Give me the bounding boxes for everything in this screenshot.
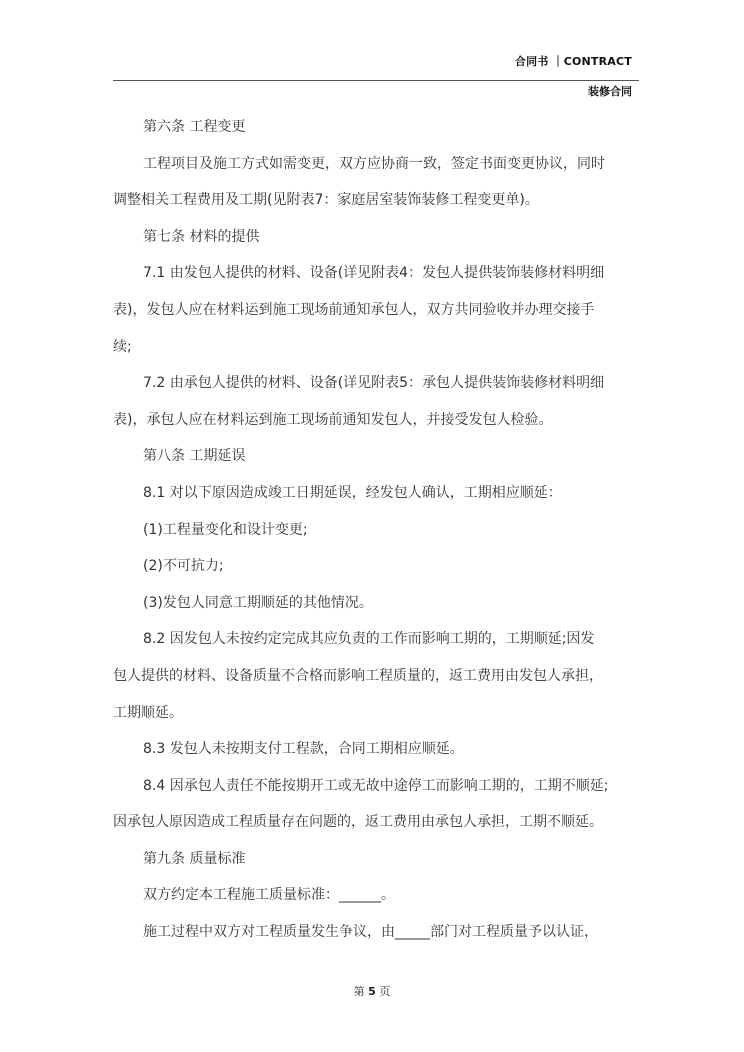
header-subtitle: 装修合同 [588,85,632,98]
paragraph-line: 工期顺延。 [113,704,183,721]
page-footer [0,983,744,999]
paragraph-line: 7.2 由承包人提供的材料、设备(详见附表5：承包人提供装饰装修材料明细 [143,375,605,392]
paragraph-line: 8.1 对以下原因造成竣工日期延误，经发包人确认，工期相应顺延： [143,484,562,501]
article-heading: 第九条 质量标准 [143,850,246,867]
paragraph-line: 续; [113,338,132,355]
paragraph-line: 表)，发包人应在材料运到施工现场前通知承包人，双方共同验收并办理交接手 [113,301,595,318]
page-number-suffix: 页 [379,985,391,998]
paragraph-line: 7.1 由发包人提供的材料、设备(详见附表4：发包人提供装饰装修材料明细 [143,265,605,282]
header-divider [113,80,639,81]
paragraph-line: 8.3 发包人未按期支付工程款，合同工期相应顺延。 [143,741,464,758]
paragraph-line: 工程项目及施工方式如需变更，双方应协商一致，签定书面变更协议，同时 [143,155,605,172]
paragraph-line: 表)，承包人应在材料运到施工现场前通知发包人，并接受发包人检验。 [113,411,553,428]
page-number: 5 [368,985,376,998]
paragraph-line: 施工过程中双方对工程质量发生争议，由_____部门对工程质量予以认证， [143,924,598,941]
article-heading: 第八条 工期延误 [143,448,246,465]
list-item: (2)不可抗力; [143,558,224,575]
article-heading: 第六条 工程变更 [143,119,246,135]
paragraph-line: 因承包人原因造成工程质量存在问题的，返工费用由承包人承担，工期不顺延。 [113,814,603,831]
header-title: 合同书 ｜CONTRACT [514,55,632,68]
list-item: (3)发包人同意工期顺延的其他情况。 [143,594,373,611]
paragraph-line: 8.4 因承包人责任不能按期开工或无故中途停工而影响工期的，工期不顺延; [143,777,609,794]
list-item: (1)工程量变化和设计变更; [143,521,308,538]
article-heading: 第七条 材料的提供 [143,228,260,245]
document-body [113,112,639,954]
paragraph-line: 8.2 因发包人未按约定完成其应负责的工作而影响工期的，工期顺延;因发 [143,631,595,648]
paragraph-line: 调整相关工程费用及工期(见附表7：家庭居室装饰装修工程变更单)。 [113,192,539,209]
paragraph-line: 双方约定本工程施工质量标准：______。 [143,887,395,904]
paragraph-line: 包人提供的材料、设备质量不合格而影响工程质量的，返工费用由发包人承担， [113,667,603,684]
page-number-prefix: 第 [353,985,365,998]
